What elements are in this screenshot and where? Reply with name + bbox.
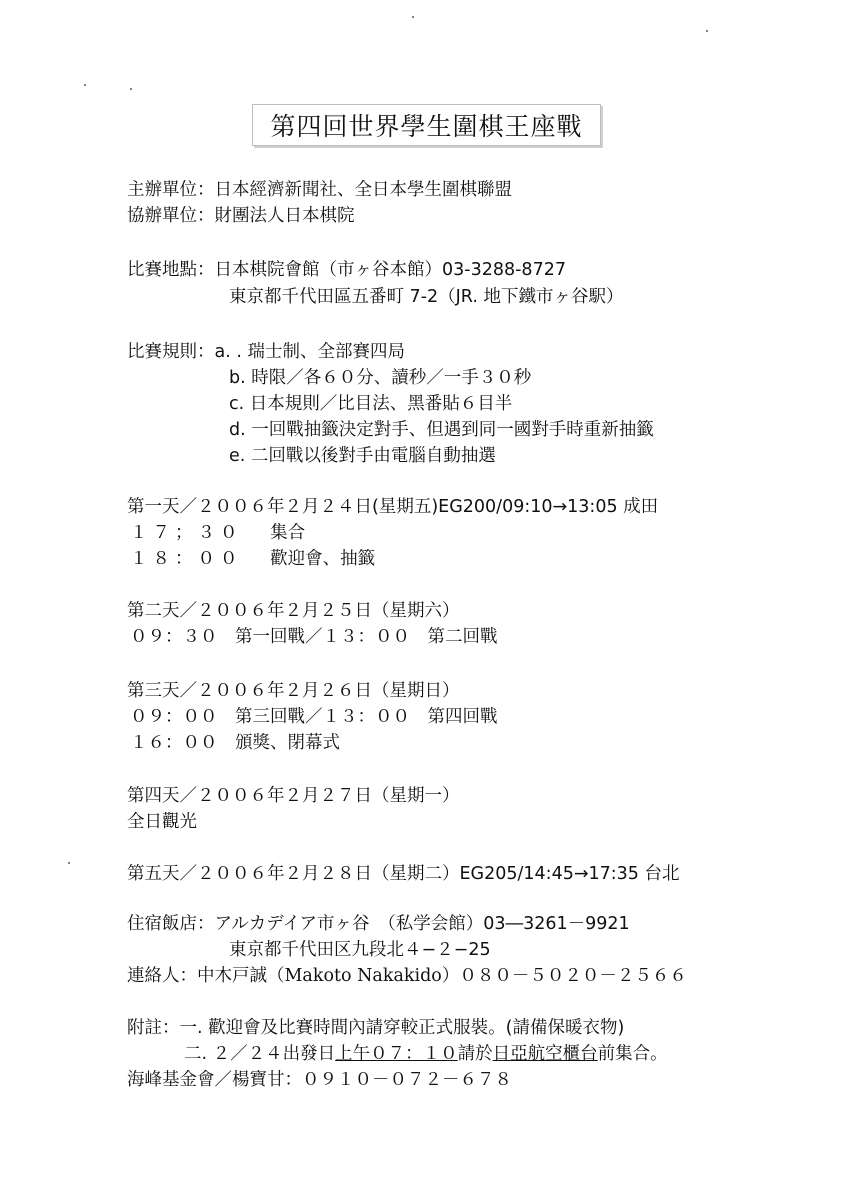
- day4-line: 全日觀光: [127, 812, 197, 832]
- scan-speck: [68, 862, 70, 864]
- note-line-2: [184, 1042, 668, 1066]
- day1-event-1: 集合: [270, 523, 306, 543]
- note2-departure-time: 上午０７：１０: [335, 1044, 458, 1064]
- note2-part-c: 請於: [457, 1044, 493, 1064]
- rules-line-e: e. 二回戰以後對手由電腦自動抽選: [229, 446, 496, 466]
- page-title: 第四回世界學生圍棋王座戰: [252, 104, 601, 146]
- day3-header: 第三天／２００６年２月２６日（星期日）: [127, 681, 460, 701]
- note2-part-e: 前集合。: [597, 1044, 668, 1064]
- contact-line: [127, 964, 687, 988]
- day1-time-2: １８：００: [130, 549, 243, 569]
- note-line-1: 附註：一. 歡迎會及比賽時間內請穿較正式服裝。(請備保暖衣物): [127, 1018, 625, 1038]
- contact-label: 連絡人：中木戸誠（: [127, 966, 285, 986]
- rules-line-a: 比賽規則：a. . 瑞士制、全部賽四局: [127, 342, 405, 362]
- day2-header: 第二天／２００６年２月２５日（星期六）: [127, 601, 460, 621]
- day3-line-1: ０９：００ 第三回戰／１３：００ 第四回戰: [130, 707, 498, 727]
- day1-header: 第一天／２００６年２月２４日(星期五)EG200/09:10→13:05 成田: [127, 497, 659, 517]
- day1-time-1: １７；３０: [130, 523, 243, 543]
- contact-phone: ）０８０－５０２０－２５６６: [441, 966, 687, 986]
- scan-speck: [706, 30, 708, 32]
- scan-speck: [412, 16, 414, 18]
- day5-header: 第五天／２００６年２月２８日（星期二）EG205/14:45→17:35 台北: [127, 864, 680, 884]
- rules-line-b: b. 時限／各６０分、讀秒／一手３０秒: [229, 368, 532, 388]
- scan-speck: [84, 84, 86, 86]
- note2-counter: 日亞航空櫃台: [492, 1044, 598, 1064]
- day1-row-2: [130, 547, 375, 571]
- day4-header: 第四天／２００６年２月２７日（星期一）: [127, 786, 460, 806]
- hotel-address-line: 東京都千代田区九段北４−２−25: [229, 940, 491, 960]
- day1-row-1: [130, 521, 305, 545]
- day1-event-2: 歡迎會、抽籤: [270, 549, 376, 569]
- venue-address-line: 東京都千代田區五番町 7-2（JR. 地下鐵市ヶ谷駅）: [229, 287, 624, 307]
- hotel-line: 住宿飯店：アルカデイア市ヶ谷 （私学会館）03―3261－9921: [127, 914, 630, 934]
- organizer-line: 主辦單位：日本經濟新聞社、全日本學生圍棋聯盟: [127, 180, 512, 200]
- scan-speck: [130, 88, 132, 90]
- rules-line-c: c. 日本規則／比目法、黑番貼６目半: [229, 394, 513, 414]
- day2-line: ０９：３０ 第一回戰／１３：００ 第二回戰: [130, 627, 498, 647]
- foundation-contact-line: 海峰基金會／楊寶甘：０９１０－０７２－６７８: [127, 1070, 512, 1090]
- day3-line-2: １６：００ 頒獎、閉幕式: [130, 733, 340, 753]
- co-organizer-line: 協辦單位：財團法人日本棋院: [127, 206, 355, 226]
- rules-line-d: d. 一回戰抽籤決定對手、但遇到同一國對手時重新抽籤: [229, 420, 654, 440]
- contact-romaji: Makoto Nakakido: [284, 966, 442, 986]
- note2-part-a: 二. ２／２４出發日: [184, 1044, 336, 1064]
- venue-line: 比賽地點：日本棋院會館（市ヶ谷本館）03-3288-8727: [127, 260, 566, 280]
